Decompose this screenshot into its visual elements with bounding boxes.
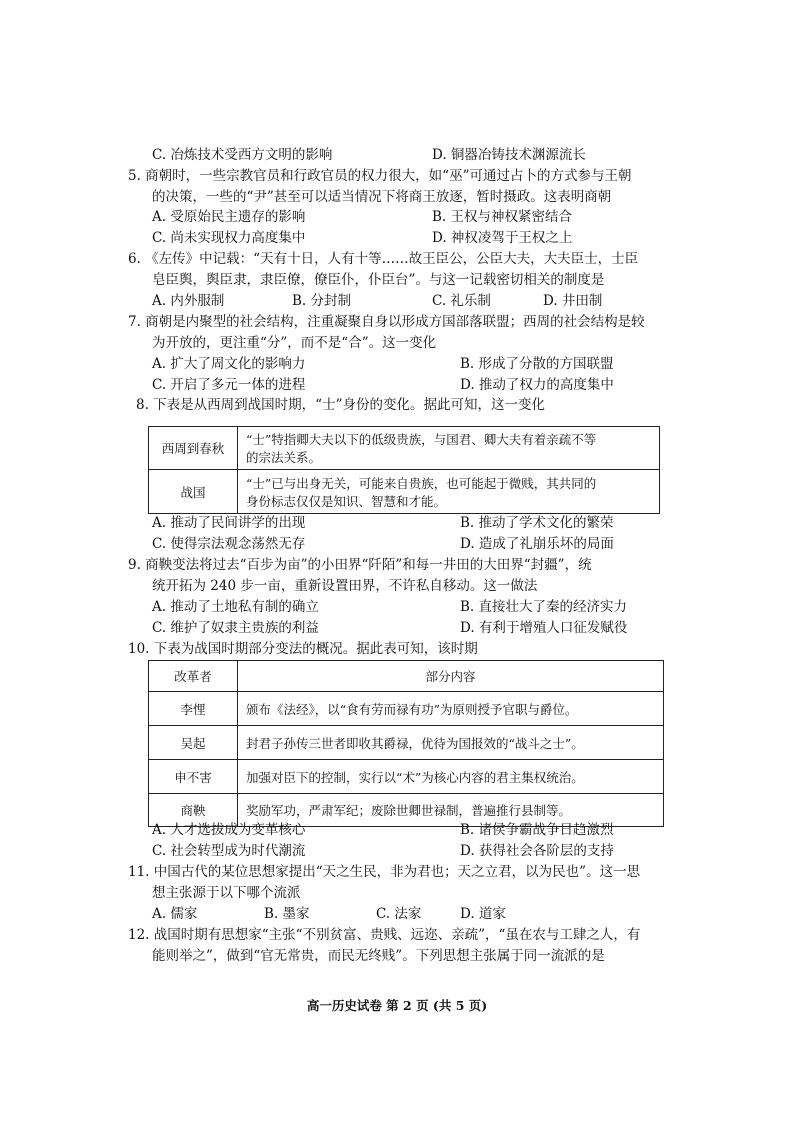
option-c: C. 尚未实现权力高度集中 bbox=[152, 230, 306, 246]
table-cell-content: 加强对臣下的控制，实行以“术”为核心内容的君主集权统治。 bbox=[238, 760, 664, 794]
table-cell-content: 颁布《法经》，以“食有劳而禄有功”为原则授予官职与爵位。 bbox=[238, 692, 664, 726]
option-a: A. 儒家 bbox=[152, 906, 198, 922]
status-table bbox=[148, 426, 660, 514]
option-a: A. 扩大了周文化的影响力 bbox=[152, 356, 306, 372]
option-c: C. 维护了奴隶主贵族的利益 bbox=[152, 620, 319, 636]
option-b: B. 诸侯争霸战争日趋激烈 bbox=[460, 822, 614, 838]
option-a: A. 人才选拔成为变革核心 bbox=[152, 822, 306, 838]
cell-line: 的宗法关系。 bbox=[246, 450, 322, 465]
option-b: B. 形成了分散的方国联盟 bbox=[460, 356, 614, 372]
question-12-stem: 能则举之”，做到“官无常贵，而民无终贱”。下列思想主张属于同一流派的是 bbox=[152, 948, 605, 964]
table-cell-name: 李悝 bbox=[149, 692, 238, 726]
table-cell-period: 西周到春秋 bbox=[149, 427, 238, 470]
option-b: B. 墨家 bbox=[264, 906, 310, 922]
question-6-stem: 皂臣舆，舆臣隶，隶臣僚，僚臣仆，仆臣台”。与这一记载密切相关的制度是 bbox=[152, 272, 605, 288]
option-d: D. 获得社会各阶层的支持 bbox=[460, 843, 614, 859]
question-11-stem: 11. 中国古代的某位思想家提出“天之生民，非为君也；天之立君，以为民也”。这一思 bbox=[128, 864, 641, 880]
table-cell-name: 申不害 bbox=[149, 760, 238, 794]
option-d: D. 道家 bbox=[460, 906, 506, 922]
option-d: D. 井田制 bbox=[543, 293, 603, 309]
question-6-stem: 6. 《左传》中记载：“天有十日，人有十等……故王臣公，公臣大夫，大夫臣士，士臣 bbox=[128, 251, 639, 267]
table-cell-name: 商鞅 bbox=[149, 794, 238, 827]
table-cell-text bbox=[238, 470, 660, 514]
option-d: D. 推动了权力的高度集中 bbox=[460, 377, 614, 393]
option-c: C. 冶炼技术受西方文明的影响 bbox=[152, 147, 333, 163]
option-d: D. 有利于增殖人口征发赋役 bbox=[460, 620, 628, 636]
table-row bbox=[149, 692, 664, 726]
option-d: D. 神权凌驾于王权之上 bbox=[432, 230, 573, 246]
table-cell-content: 奖励军功，严肃军纪；废除世卿世禄制，普遍推行县制等。 bbox=[238, 794, 664, 827]
page-footer: 高一历史试卷 第 2 页 (共 5 页) bbox=[306, 998, 488, 1013]
table-header-row bbox=[149, 661, 664, 692]
option-b: B. 分封制 bbox=[292, 293, 352, 309]
option-a: A. 内外服制 bbox=[152, 293, 225, 309]
option-a: A. 推动了民间讲学的出现 bbox=[152, 515, 306, 531]
table-row bbox=[149, 427, 660, 470]
table-row bbox=[149, 470, 660, 514]
table-header-content: 部分内容 bbox=[238, 661, 664, 692]
table-row bbox=[149, 726, 664, 760]
option-b: B. 推动了学术文化的繁荣 bbox=[460, 515, 614, 531]
option-c: C. 开启了多元一体的进程 bbox=[152, 377, 306, 393]
cell-line: 身份标志仅仅是知识、智慧和才能。 bbox=[246, 493, 447, 509]
question-5-stem: 5. 商朝时，一些宗教官员和行政官员的权力很大，如“巫”可通过占卜的方式参与王朝 bbox=[128, 168, 632, 184]
option-c: C. 社会转型成为时代潮流 bbox=[152, 843, 306, 859]
option-d: D. 铜器冶铸技术渊源流长 bbox=[432, 147, 586, 163]
question-8-stem: 8. 下表是从西周到战国时期，“士”身份的变化。据此可知，这一变化 bbox=[136, 397, 545, 413]
question-5-stem: 的决策，一些的“尹”甚至可以适当情况下将商王放逐，暂时摄政。这表明商朝 bbox=[152, 189, 612, 205]
table-cell-name: 吴起 bbox=[149, 726, 238, 760]
table-row bbox=[149, 760, 664, 794]
table-cell-text bbox=[238, 427, 660, 470]
option-c: C. 礼乐制 bbox=[432, 293, 491, 309]
question-7-stem: 为开放的，更注重“分”，而不是“合”。这一变化 bbox=[152, 335, 437, 351]
table-header-reformer: 改革者 bbox=[149, 661, 238, 692]
question-7-stem: 7. 商朝是内聚型的社会结构，注重凝聚自身以形成方国部落联盟；西周的社会结构是较 bbox=[128, 314, 645, 330]
table-cell-period: 战国 bbox=[149, 470, 238, 514]
question-9-stem: 统开拓为 240 步一亩，重新设置田界，不许私自移动。这一做法 bbox=[152, 578, 538, 594]
reform-table bbox=[148, 660, 664, 827]
question-11-stem: 想主张源于以下哪个流派 bbox=[152, 885, 301, 901]
cell-line: “士”特指卿大夫以下的低级贵族，与国君、卿大夫有着亲疏不等 bbox=[246, 432, 597, 447]
question-9-stem: 9. 商鞅变法将过去“百步为亩”的小田界“阡陌”和每一井田的大田界“封疆”，统 bbox=[128, 557, 592, 573]
option-b: B. 王权与神权紧密结合 bbox=[432, 209, 573, 225]
option-c: C. 法家 bbox=[376, 906, 422, 922]
option-a: A. 推动了土地私有制的确立 bbox=[152, 599, 319, 615]
table-cell-content: 封君子孙传三世者即收其爵禄，优待为国报效的“战斗之士”。 bbox=[238, 726, 664, 760]
cell-line: “士”已与出身无关，可能来自贵族，也可能起于微贱，其共同的 bbox=[246, 475, 597, 491]
option-c: C. 使得宗法观念荡然无存 bbox=[152, 536, 306, 552]
option-a: A. 受原始民主遗存的影响 bbox=[152, 209, 306, 225]
option-d: D. 造成了礼崩乐坏的局面 bbox=[460, 536, 614, 552]
question-12-stem: 12. 战国时期有思想家“主张“不别贫富、贵贱、远迩、亲疏”，“虽在农与工肆之人，有 bbox=[128, 927, 641, 943]
option-b: B. 直接壮大了秦的经济实力 bbox=[460, 599, 628, 615]
question-10-stem: 10. 下表为战国时期部分变法的概况。据此表可知，该时期 bbox=[128, 641, 478, 657]
